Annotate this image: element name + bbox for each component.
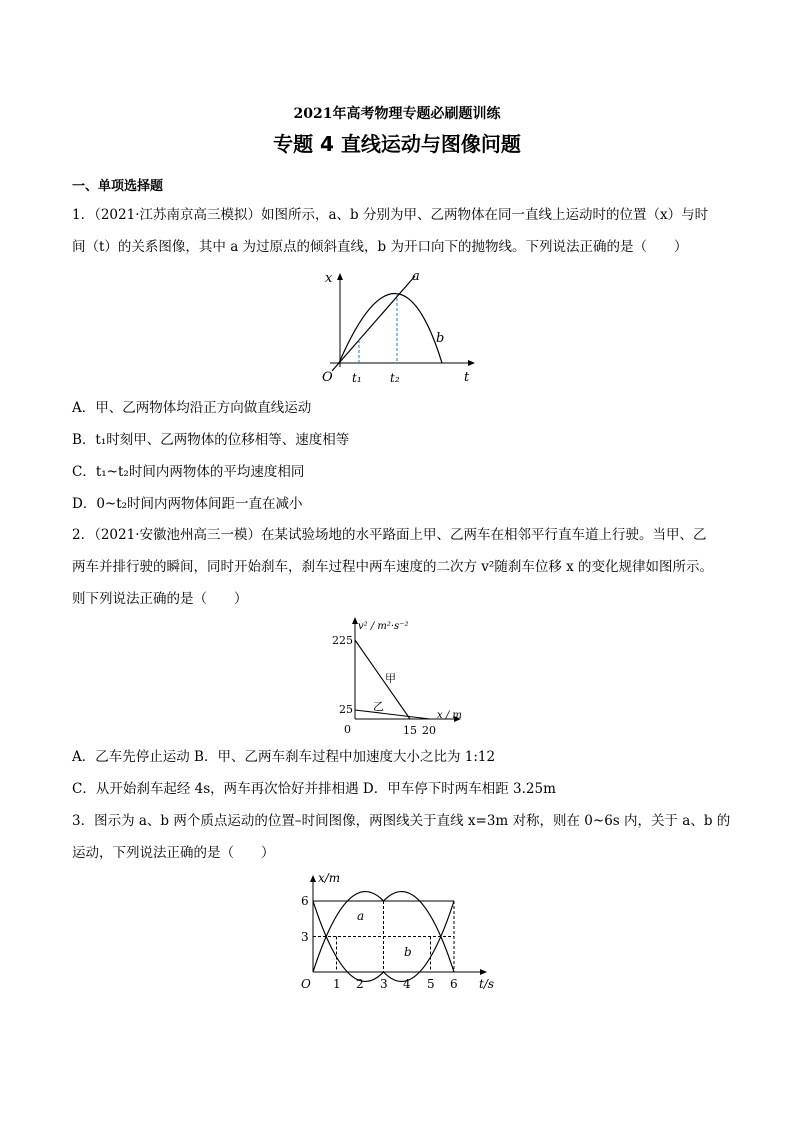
section-heading: 一、单项选择题 (72, 179, 164, 194)
q2-label-yi: 乙 (373, 700, 384, 713)
q3-stem-line-1: 3．图示为 a、b 两个质点运动的位置–时间图像，两图线关于直线 x=3m 对称，则在 0~6s 内，关于 a、b 的 (72, 813, 731, 829)
q1-option-b: B．t₁时刻甲、乙两物体的位移相等、速度相等 (72, 432, 350, 448)
q2-options-line-1: A．乙车先停止运动 B．甲、乙两车刹车过程中加速度大小之比为 1:12 (72, 749, 496, 765)
q2-line-yi (355, 710, 430, 719)
q1-figure (312, 262, 484, 387)
q1-tick-t1: t₁ (352, 371, 362, 385)
q2-stem-line-2: 两车并排行驶的瞬间，同时开始刹车，刹车过程中两车速度的二次方 v²随刹车位移 x 的变化规律如图所示。 (72, 559, 714, 575)
q3-x-tick-4: 4 (403, 977, 411, 991)
q3-origin: O (301, 977, 311, 991)
q2-y-tick-225: 225 (332, 634, 353, 647)
q1-stem-line-2: 间（t）的关系图像，其中 a 为过原点的倾斜直线，b 为开口向下的抛物线。下列说法正确的是（ ） (72, 239, 688, 255)
q3-x-tick-5: 5 (427, 977, 435, 991)
document-title: 专题 4 直线运动与图像问题 (273, 132, 521, 156)
q3-label-b: b (404, 945, 412, 959)
q3-y-tick-3: 3 (301, 930, 309, 944)
q3-y-label: x/m (318, 871, 341, 885)
q3-x-tick-6: 6 (450, 977, 458, 991)
q2-stem-line-3: 则下列说法正确的是（ ） (72, 591, 248, 607)
q1-label-a: a (412, 269, 420, 284)
q1-option-c: C．t₁~t₂时间内两物体的平均速度相同 (72, 464, 305, 480)
q2-options-line-2: C．从开始刹车起经 4s，两车再次恰好并排相遇 D．甲车停下时两车相距 3.25m (72, 781, 556, 797)
q2-figure (330, 612, 465, 740)
q2-x-tick-20: 20 (422, 724, 436, 737)
document-subtitle: 2021年高考物理专题必刷题训练 (293, 106, 501, 122)
q2-x-label: x / m (437, 710, 462, 721)
q1-option-a: A．甲、乙两物体均沿正方向做直线运动 (72, 400, 312, 416)
q3-figure (296, 868, 496, 998)
q2-y-tick-0: 0 (344, 723, 351, 736)
q2-x-tick-15: 15 (403, 724, 417, 737)
q1-x-label: t (464, 370, 470, 385)
q3-x-tick-2: 2 (356, 977, 364, 991)
q2-y-label: v² / m²·s⁻² (358, 621, 409, 632)
q3-x-tick-1: 1 (333, 977, 341, 991)
q2-y-tick-25: 25 (339, 703, 353, 716)
q2-label-jia: 甲 (385, 672, 396, 685)
q1-label-b: b (436, 331, 445, 346)
q3-y-tick-6: 6 (301, 894, 309, 908)
q1-origin: O (322, 370, 333, 385)
q3-label-a: a (357, 909, 365, 923)
q1-tick-t2: t₂ (390, 371, 400, 385)
q1-stem-line-1: 1．（2021·江苏南京高三模拟）如图所示，a、b 分别为甲、乙两物体在同一直线上运动时的位置（x）与时 (72, 207, 709, 223)
q1-option-d: D．0~t₂时间内两物体间距一直在减小 (72, 496, 303, 512)
q1-y-label: x (325, 271, 333, 286)
q3-stem-line-2: 运动，下列说法正确的是（ ） (72, 845, 275, 861)
q2-stem-line-1: 2．（2021·安徽池州高三一模）在某试验场地的水平路面上甲、乙两车在相邻平行直车道上行驶。当甲、乙 (72, 527, 707, 543)
q1-line-a (332, 276, 415, 371)
q3-x-label: t/s (479, 977, 495, 991)
q3-x-tick-3: 3 (380, 977, 388, 991)
